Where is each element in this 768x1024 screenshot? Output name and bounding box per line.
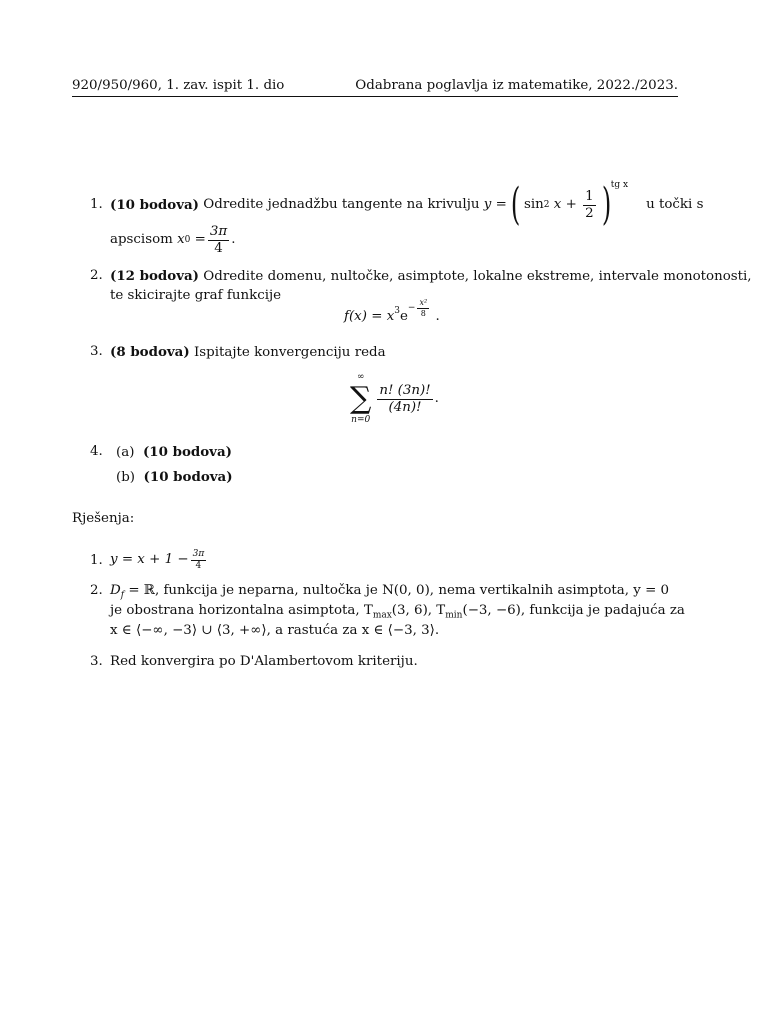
task-4-number: 4. xyxy=(90,444,103,459)
task-1-text-c: apscisom xyxy=(110,231,173,247)
task-3-number: 3. xyxy=(90,344,103,359)
frac-x0: $\frac{3\pi}{4}$ xyxy=(209,224,228,256)
task-2-text-a: Odredite domenu, nultočke, asimptote, lokalne ekstreme, intervale monotonosti, xyxy=(203,269,752,284)
task-1-number: 1. xyxy=(90,197,103,212)
sum-top: ∞ xyxy=(356,372,365,383)
sigma-icon: ∑ xyxy=(350,381,372,416)
header-rule xyxy=(72,96,678,97)
header-left: 920/950/960, 1. zav. ispit 1. dio xyxy=(72,78,285,93)
task-4a: (a) (10 bodova) xyxy=(116,444,232,460)
solution-2-line2: je obostrana horizontalna asimptota, $T_{max}(3$, 6), $T_{min}(-3$, −6), funkcija je padajuća za xyxy=(110,603,685,621)
task-3-text-a: Ispitajte konvergenciju reda xyxy=(193,345,386,360)
task-1-formula-y: y = xyxy=(483,196,507,212)
solution-2-line3: x ∈ ⟨−∞, −3⟩ ∪ ⟨3, +∞⟩, a rastuća za x ∈ ⟨−3, 3⟩. xyxy=(110,623,440,638)
solution-3-number: 3. xyxy=(90,654,103,669)
right-paren: ) xyxy=(601,179,611,230)
task-1-text-b: u točki s xyxy=(646,196,704,212)
left-paren: ( xyxy=(510,179,521,230)
task-3-points: (8 bodova) xyxy=(110,344,190,360)
sum-fraction: $\frac{n! (3n)!}{(4n)!}$ xyxy=(379,383,431,415)
task-1-line1: (10 bodova) Odredite jednadžbu tangente na krivulju y = ( sin 2 x + $\frac{1}{2}$ ) tg x u točki s xyxy=(110,179,704,230)
task-2-points: (12 bodova) xyxy=(110,268,200,284)
sum-bottom: n=0 xyxy=(351,415,371,425)
task-3-sum: ∞ ∑ n=0 $\frac{n! (3n)!}{(4n)!}$ . xyxy=(350,372,439,425)
solution-1-number: 1. xyxy=(90,553,103,568)
exp-tg: tg x xyxy=(610,179,629,190)
task-1-points: (10 bodova) xyxy=(110,196,200,213)
solution-1: y = x + 1 − $\frac{3\pi}{4}$ xyxy=(110,549,205,571)
task-2-line2: te skicirajte graf funkcije xyxy=(110,288,282,303)
task-2-formula: f(x) = x $^3$ e − $\frac{\text{x²}}{8}$ . xyxy=(344,298,440,324)
header-right: Odabrana poglavlja iz matematike, 2022./2023. xyxy=(355,78,678,93)
task-3-line1 xyxy=(110,343,386,363)
solution-2-line1: $D_f$ = ℝ, funkcija je neparna, nultočka je N(0, 0), nema vertikalnih asimptota, y = 0 xyxy=(110,583,670,601)
task-4b: (b) (10 bodova) xyxy=(116,469,233,485)
frac-half: $\frac{1}{2}$ xyxy=(585,189,594,221)
task-2-line1 xyxy=(110,267,752,287)
task-1-text-a: Odredite jednadžbu tangente na krivulju xyxy=(203,196,480,212)
task-1-line2: apscisom x 0 = $\frac{3\pi}{4}$ . xyxy=(110,224,236,256)
solution-2-number: 2. xyxy=(90,583,103,598)
sin-label: sin xyxy=(523,196,544,212)
solution-3: Red konvergira po D'Alambertovom kriteriju. xyxy=(110,654,418,669)
solutions-heading: Rješenja: xyxy=(72,511,135,526)
task-2-number: 2. xyxy=(90,268,103,283)
